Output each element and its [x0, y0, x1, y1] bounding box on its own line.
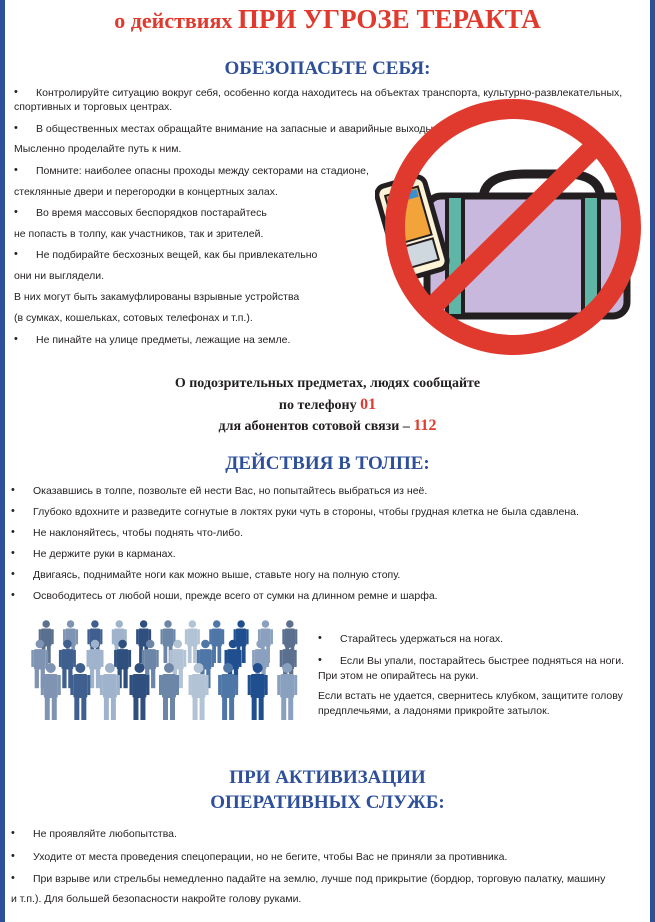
bullet: • — [318, 654, 322, 666]
bullet: • — [11, 827, 15, 839]
bullet: • — [14, 86, 18, 98]
contact-line2-text: по телефону — [278, 398, 361, 413]
list-item: и т.п.). Для большей безопасности накройте голову руками. — [11, 893, 302, 905]
list-item: Не пинайте на улице предметы, лежащие на земле. — [36, 334, 291, 346]
bullet: • — [11, 484, 15, 496]
list-item: Не проявляйте любопытства. — [33, 828, 177, 840]
bullet: • — [14, 333, 18, 345]
list-item: Если Вы упали, постарайтесь быстрее подняться на ноги. — [340, 655, 625, 667]
title-prefix: о действиях — [114, 8, 238, 33]
list-item: При взрыве или стрельбы немедленно падайте на землю, лучше под прикрытие (бордюр, торговую палатку, машину — [33, 873, 606, 885]
mobile-emergency-number: 112 — [413, 417, 437, 434]
section2-heading: ДЕЙСТВИЯ В ТОЛПЕ: — [225, 453, 430, 474]
section1-heading: ОБЕЗОПАСЬТЕ СЕБЯ: — [224, 58, 431, 79]
list-item: стеклянные двери и перегородки в концертных залах. — [14, 186, 278, 198]
crowd-illustration — [22, 610, 312, 750]
person-figure — [70, 663, 90, 720]
contact-line1: О подозрительных предметах, людях сообщайте — [174, 376, 481, 391]
bullet: • — [14, 122, 18, 134]
bullet: • — [14, 206, 18, 218]
list-item: Уходите от места проведения спецоперации, но не бегите, чтобы Вас не приняли за противника. — [33, 851, 508, 863]
phone-number: 01 — [360, 396, 377, 413]
list-item: Не подбирайте бесхозных вещей, как бы привлекательно — [36, 249, 318, 261]
section3-heading-line2: ОПЕРАТИВНЫХ СЛУЖБ: — [210, 792, 445, 813]
list-item: Оказавшись в толпе, позвольте ей нести Вас, но попытайтесь выбраться из неё. — [33, 485, 428, 497]
list-item: В них могут быть закамуфлированы взрывные устройства — [14, 291, 300, 303]
list-item: Не наклоняйтесь, чтобы поднять что-либо. — [33, 527, 244, 539]
list-item: Старайтесь удержаться на ногах. — [340, 633, 504, 645]
bullet: • — [14, 248, 18, 260]
list-item: предплечьями, а ладонями прикройте затылок. — [318, 705, 550, 717]
bullet: • — [11, 505, 15, 517]
section3-heading-line1: ПРИ АКТИВИЗАЦИИ — [229, 767, 426, 788]
bullet: • — [11, 568, 15, 580]
person-figure — [100, 663, 120, 720]
list-item: Мысленно проделайте путь к ним. — [14, 143, 182, 155]
bullet: • — [11, 547, 15, 559]
list-item: не попасть в толпу, как участников, так и зрителей. — [14, 228, 264, 240]
list-item: Помните: наиболее опасны проходы между секторами на стадионе, — [36, 165, 369, 177]
list-item: они ни выглядели. — [14, 270, 105, 282]
list-item: Контролируйте ситуацию вокруг себя, особенно когда находитесь на объектах транспорта, культурно-развлекательных, — [36, 87, 623, 99]
list-item: (в сумках, кошельках, сотовых телефонах и т.п.). — [14, 312, 253, 324]
list-item: В общественных местах обращайте внимание на запасные и аварийные выходы. — [36, 123, 436, 135]
list-item: Во время массовых беспорядков постарайтесь — [36, 207, 267, 219]
contact-line3 — [0, 417, 655, 435]
list-item: Если встать не удается, свернитесь клубком, защитите голову — [318, 690, 623, 702]
bullet: • — [11, 526, 15, 538]
list-item: При этом не опирайтесь на руки. — [318, 670, 479, 682]
bullet: • — [11, 589, 15, 601]
list-item: спортивных и торговых центрах. — [14, 101, 173, 113]
list-item: Глубоко вдохните и разведите согнутые в локтях руки чуть в стороны, чтобы грудная клетка не была сдавлена. — [33, 506, 579, 518]
person-figure — [189, 663, 209, 720]
bullet: • — [14, 164, 18, 176]
bullet: • — [11, 872, 15, 884]
page-title — [0, 4, 655, 35]
title-main: ПРИ УГРОЗЕ ТЕРАКТА — [237, 4, 541, 34]
bullet: • — [11, 850, 15, 862]
bullet: • — [318, 632, 322, 644]
person-figure — [277, 663, 297, 720]
list-item: Освободитесь от любой ноши, прежде всего от сумки на длинном ремне и шарфа. — [33, 590, 438, 602]
contact-line3-text: для абонентов сотовой связи – — [218, 419, 414, 434]
prohibited-bag-icon — [375, 92, 645, 362]
list-item: Двигаясь, поднимайте ноги как можно выше, ставьте ногу на полную стопу. — [33, 569, 401, 581]
contact-line2 — [0, 396, 655, 414]
list-item: Не держите руки в карманах. — [33, 548, 176, 560]
